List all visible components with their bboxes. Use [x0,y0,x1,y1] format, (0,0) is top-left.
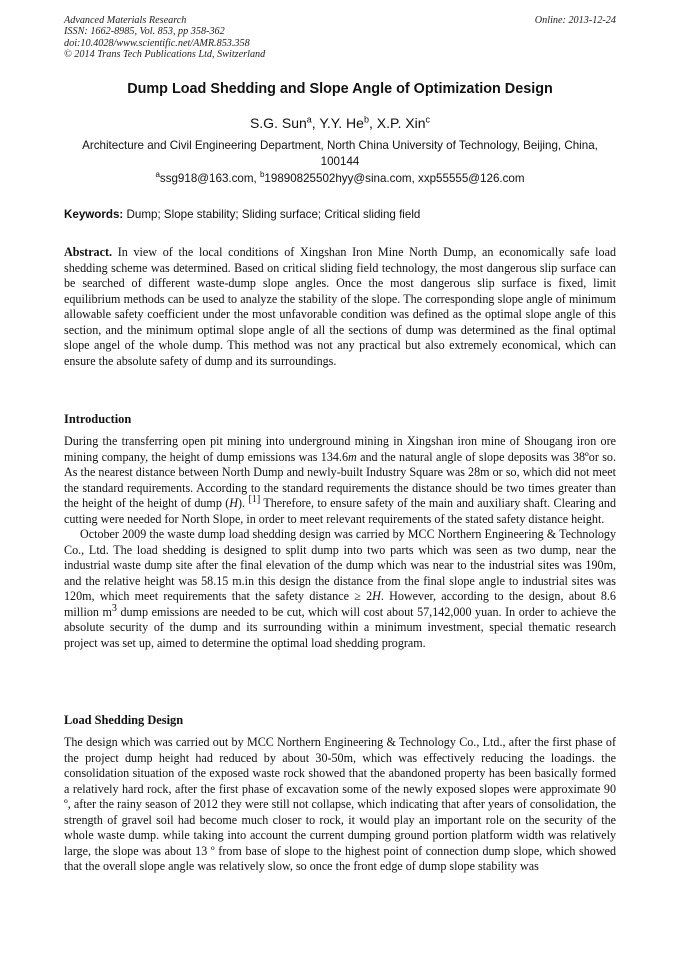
author-name: S.G. Sun [249,115,307,131]
text-run: During the transferring open pit mining into underground mining in Xingshan iron mine of Shougang iron ore mining company, the height of dump emissions was 134.6 [64,434,616,464]
journal-header [64,15,616,60]
issn: ISSN: 1662-8985, Vol. 853, pp 358-362 [64,26,225,38]
text-run: ). [238,496,249,510]
author-name: X.P. Xin [376,115,426,131]
abstract-label: Abstract. [64,245,113,259]
doi: doi:10.4028/www.scientific.net/AMR.853.358 [64,37,250,49]
author-list: S.G. Sun$^a$, Y.Y. He$^b$, X.P. Xin$^c$ [249,114,431,131]
journal-name: Advanced Materials Research [64,15,187,26]
online-date: Online: 2013-12-24 [534,15,616,26]
citation-ref[interactable]: [1] [248,493,261,505]
introduction-body [64,434,616,651]
italic-symbol: H [372,589,381,603]
email-address[interactable]: 19890825502hyy@sina.com [264,172,412,185]
text-run: and the natural angle of slope deposits was 38ºor so. As the nearest distance between North Dump and newly-built Industry Square was 28m or so, which did not meet the standard requirements. According to the standard requirements the distance should be two times greater than the height of the height of dump ( [64,449,616,510]
affiliation: Architecture and Civil Engineering Department, North China University of Technology, Beijing, China, 100144 [82,139,598,168]
author-sup: a [306,114,312,125]
keywords [64,208,616,221]
copyright: © 2014 Trans Tech Publications Ltd, Switzerland [64,48,266,60]
superscript: 3 [111,602,117,614]
abstract [64,245,616,369]
keywords-label: Keywords: [64,208,124,221]
author-sup: c [425,114,431,125]
text-run: dump emissions are needed to be cut, which will cost about 57,142,000 yuan. In order to achieve the absolute security of the dump and its surrounding within a minimum investment, special thematic research project was set up, aimed to determine the optimal load shedding program. [64,604,616,650]
email-address[interactable]: ssg918@163.com [159,172,254,185]
email-sup: a [155,170,160,180]
paragraph [64,527,616,651]
text-run: Therefore, to ensure safety of the main and auxiliary shaft. Clearing and cutting were needed for North Slope, in order to meet relevant requirements of the stated safety distance height. [64,496,616,526]
section-heading-load-shedding: Load Shedding Design [64,713,184,727]
author-sup: b [363,114,369,125]
italic-symbol: H [229,496,239,510]
email-sup: b [259,170,265,180]
italic-unit: m [348,449,357,464]
author-name: Y.Y. He [319,115,364,131]
paragraph [64,434,616,527]
paper-title: Dump Load Shedding and Slope Angle of Optimization Design [127,81,553,97]
keywords-text: Dump; Slope stability; Sliding surface; Critical sliding field [126,208,421,221]
email-list: $^a$ssg918@163.com, $^b$19890825502hyy@sina.com, xxp55555@126.com [155,170,525,185]
paragraph: The design which was carried out by MCC Northern Engineering & Technology Co., Ltd., after the first phase of the project dump height had reduced by about 30-50m, which was effectively reducing the loadings. the consolidation situation of the exposed waste rock showed that the abandoned property has been basically formed a relatively hard rock, after the first phase of excavation some of the newly exposed slopes were approximate 90 º, after the rainy season of 2012 they were still not collapse, which indicating that after years of consolidation, the strength of gravel soil had become much closer to rock, it would play an important role on the security of the whole waste dump. while taking into account the current dumping ground portion platform width was relatively large, the slope was about 13 º from base of slope to the highest point of connection dump slope, which showed that the overall slope angle was relatively slow, so once the front edge of dump slope stability was [64,735,616,873]
load-shedding-body [64,735,616,875]
abstract-text: In view of the local conditions of Xingshan Iron Mine North Dump, an economically safe load shedding scheme was determined. Based on critical sliding field technology, the most dangerous slip surface can be searched of different waste-dump slope angles. Once the most dangerous slip surface is fixed, limit equilibrium methods can be used to analyze the stability of the slope. The corresponding slope angle of minimum allowable safety coefficient under the most unfavorable condition was defined as the optimal slope angle of this section, and the minimum optimal slope angle of all the sections of dump was determined as the final optimal slope angel of the whole dump. This method was not any practical but also extremely economical, which can ensure the absolute safety of dump and its surroundings. [64,245,616,368]
email-address[interactable]: xxp55555@126.com [418,172,525,185]
text-run: . However, according to the design, about 8.6 million m [64,589,616,619]
section-heading-introduction: Introduction [64,412,132,426]
text-run: October 2009 the waste dump load shedding design was carried by MCC Northern Engineering & Technology Co., Ltd. The load shedding is designed to split dump into two parts which was seen as two dump, near the industrial waste dump site after the final elevation of the dump which was near to the industrial sites was 190m, and the relative height was 58.15 m.in this design the distance from the final slope angle to industrial sites was 120m, which meet requirements that the safety distance ≥ 2 [64,527,616,603]
